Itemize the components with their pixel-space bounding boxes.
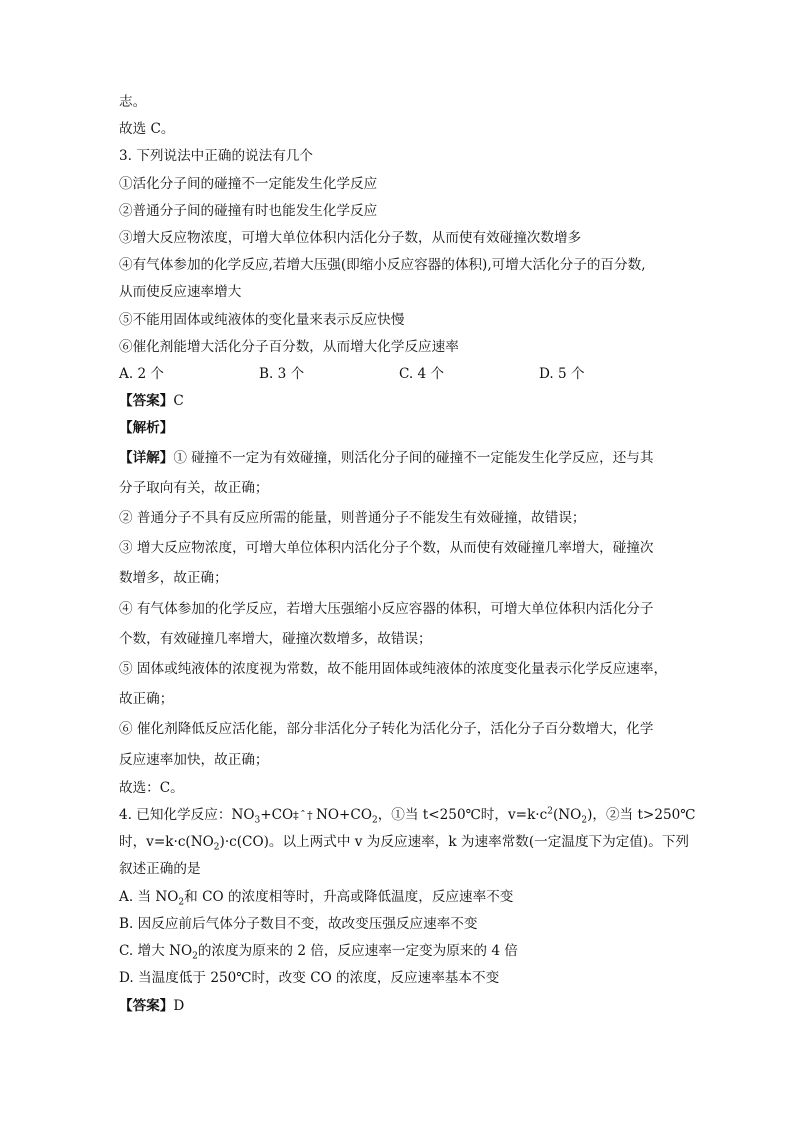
q3-option-a: A. 2 个 — [119, 366, 165, 383]
q3-statement: 从而使反应速率增大 — [119, 284, 242, 301]
previous-choice: 故选 C。 — [119, 121, 175, 138]
q4-answer — [119, 993, 679, 1020]
q3-answer — [119, 388, 679, 415]
answer-tag: 【答案】 — [119, 393, 174, 410]
q4-option-c: C. 增大 $NO_2$的浓度为原来的 2 倍，反应速率一定变为原来的 4 倍 — [119, 943, 518, 962]
q4-option-a: A. 当 $NO_2$和 CO 的浓度相等时，升高或降低温度，反应速率不变 — [119, 888, 514, 908]
q3-statement: ②普通分子间的碰撞有时也能发生化学反应 — [119, 202, 378, 219]
analysis-tag: 【解析】 — [119, 420, 174, 437]
q3-options — [119, 361, 679, 388]
detail-line: ② 普通分子不具有反应所需的能量，则普通分子不能发生有效碰撞，故错误； — [119, 510, 586, 527]
q3-statement: ⑥催化剂能增大活化分子百分数，从而增大化学反应速率 — [119, 338, 459, 355]
q3-statement: ③增大反应物浓度，可增大单位体积内活化分子数，从而使有效碰撞次数增多 — [119, 230, 582, 247]
q4-stem-line-3: 叙述正确的是 — [119, 861, 201, 878]
previous-solution-end: 志。 — [119, 94, 147, 110]
document-page — [119, 89, 696, 1020]
q3-option-b: B. 3 个 — [259, 366, 305, 383]
answer-value: C — [173, 393, 184, 410]
q3-stem: 3. 下列说法中正确的说法有几个 — [119, 148, 314, 165]
detail-line: ⑤ 固体或纯液体的浓度视为常数，故不能用固体或纯液体的浓度变化量表示化学反应速率， — [119, 661, 668, 678]
answer-value: D — [173, 997, 185, 1014]
q3-statement: ⑤不能用固体或纯液体的变化量来表示反应快慢 — [119, 311, 405, 328]
detail-line: ⑥ 催化剂降低反应活化能，部分非活化分子转化为活化分子，活化分子百分数增大，化学 — [119, 721, 654, 738]
detail-line: 分子取向有关，故正确； — [119, 479, 269, 496]
q4-stem-line-2: 时，$v=k\cdot c(NO_2)\cdot c(CO)$。以上两式中 v 为反应速率，k 为速率常数(一定温度下为定值)。下列 — [119, 834, 690, 853]
detail-line: 反应速率加快，故正确； — [119, 751, 269, 768]
q3-option-c: C. 4 个 — [399, 366, 445, 383]
detail-tag: 【详解】 — [119, 449, 174, 466]
detail-line: 个数，有效碰撞几率增大，碰撞次数增多，故错误； — [119, 630, 432, 647]
q4-stem-line-1: 4. 已知化学反应：$NO_3+CO\ddagger$ ˆ † $NO+CO_2$，①当 t<250℃时，$v=k\cdot c^2(NO_2)$，②当 t>250℃ — [119, 806, 696, 826]
detail-line: 故正确； — [119, 691, 174, 708]
q3-statement: ④有气体参加的化学反应,若增大压强(即缩小反应容器的体积),可增大活化分子的百分数, — [119, 257, 646, 274]
q3-option-d: D. 5 个 — [539, 366, 585, 383]
detail-line: 【详解】① 碰撞不一定为有效碰撞，则活化分子间的碰撞不一定能发生化学反应，还与其 — [119, 449, 654, 466]
q3-statement: ①活化分子间的碰撞不一定能发生化学反应 — [119, 175, 378, 192]
answer-tag: 【答案】 — [119, 997, 174, 1014]
equilibrium-arrow-icon: ‡ ˆ † — [293, 809, 312, 823]
detail-line: 数增多，故正确； — [119, 570, 228, 587]
q3-analysis — [119, 415, 679, 442]
detail-line: ③ 增大反应物浓度，可增大单位体积内活化分子个数，从而使有效碰撞几率增大，碰撞次 — [119, 540, 654, 557]
detail-line: ④ 有气体参加的化学反应，若增大压强缩小反应容器的体积，可增大单位体积内活化分子 — [119, 600, 654, 617]
q4-option-b: B. 因反应前后气体分子数目不变，故改变压强反应速率不变 — [119, 915, 478, 932]
q3-detail — [119, 443, 679, 775]
q3-choice: 故选：C。 — [119, 779, 184, 796]
q4-option-d: D. 当温度低于 250℃时，改变 CO 的浓度，反应速率基本不变 — [119, 970, 500, 987]
